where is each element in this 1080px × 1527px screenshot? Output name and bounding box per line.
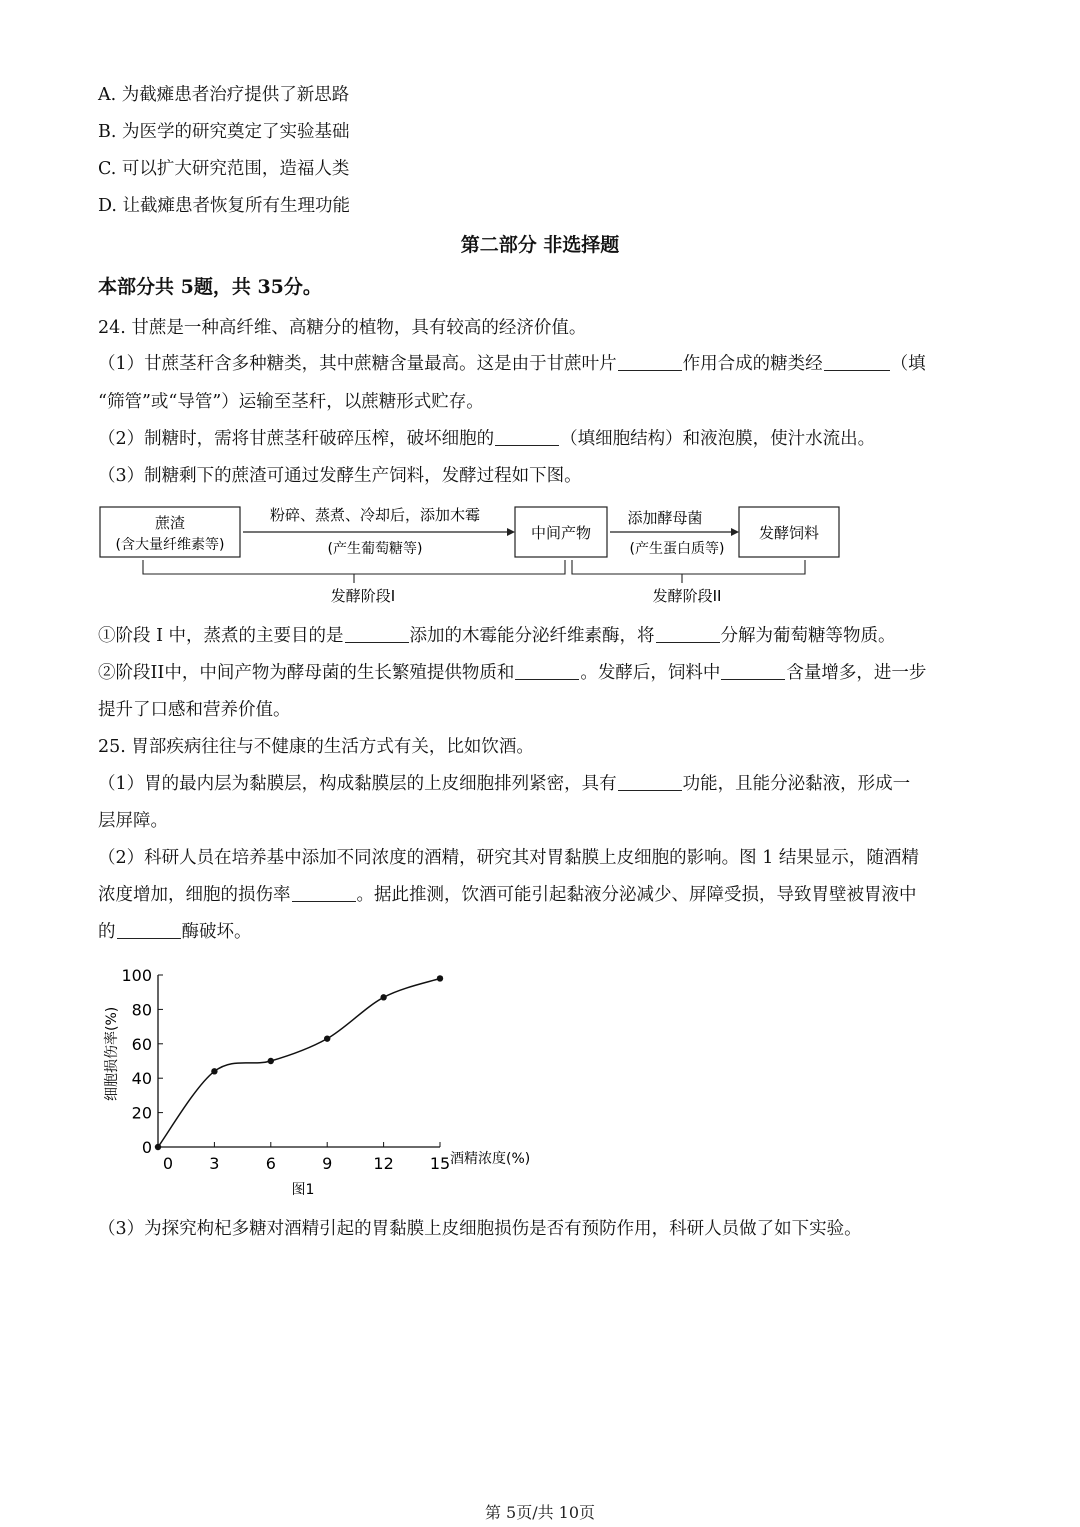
q25-p2-text-b: 浓度增加，细胞的损伤率 [98, 885, 291, 905]
arrow1-bottom: (产生葡萄糖等) [327, 541, 423, 557]
answer-blank[interactable] [292, 883, 356, 902]
chart-axes [158, 975, 440, 1147]
q25-part1-line2: 层屏障。 [98, 811, 168, 831]
q25-part1-line1 [98, 772, 910, 796]
q24-s1-text-a: ①阶段 I 中，蒸煮的主要目的是 [98, 626, 344, 646]
data-point [211, 1068, 217, 1074]
y-tick-label: 100 [121, 966, 152, 985]
q24-stem: 24. 甘蔗是一种高纤维、高糖分的植物，具有较高的经济价值。 [98, 318, 587, 338]
x-tick-label: 15 [429, 1154, 451, 1173]
q25-p1-text-a: （1）胃的最内层为黏膜层，构成黏膜层的上皮细胞排列紧密，具有 [98, 774, 617, 794]
arrow1-head [507, 528, 515, 536]
option-d: D. 让截瘫患者恢复所有生理功能 [98, 196, 351, 216]
q25-p1-text-b: 功能，且能分泌黏液，形成一 [682, 774, 911, 794]
chart-ticks [121, 966, 450, 1173]
arrow1-top: 粉碎、蒸煮、冷却后，添加木霉 [269, 506, 481, 524]
q25-part2-line2 [98, 883, 917, 907]
box3-label: 发酵饲料 [758, 524, 820, 542]
answer-blank[interactable] [495, 427, 559, 446]
damage-rate-chart [100, 960, 560, 1200]
y-tick-label: 20 [131, 1103, 152, 1123]
stage2-bracket [572, 560, 805, 574]
x-tick-label: 0 [162, 1154, 174, 1173]
q24-s2-text-b: 。发酵后，饲料中 [580, 663, 721, 683]
series-line [158, 978, 440, 1147]
q24-p1-text-c: （填 [890, 354, 926, 374]
q25-p2-text-c: 。据此推测，饮酒可能引起黏液分泌减少、屏障受损，导致胃壁被胃液中 [356, 885, 917, 905]
box2-label: 中间产物 [530, 524, 592, 542]
answer-blank[interactable] [824, 352, 890, 371]
section-title: 第二部分 非选择题 [460, 234, 620, 256]
fermentation-flow-diagram [95, 497, 855, 612]
q25-part3: （3）为探究枸杞多糖对酒精引起的胃黏膜上皮细胞损伤是否有预防作用，科研人员做了如下实验。 [98, 1219, 862, 1239]
q24-sub2-line2: 提升了口感和营养价值。 [98, 700, 291, 720]
data-point [437, 975, 443, 981]
box1-line2: (含大量纤维素等) [115, 537, 225, 553]
q24-p1-text-b: 作用合成的糖类经 [682, 354, 823, 374]
answer-blank[interactable] [618, 772, 682, 791]
data-point [324, 1035, 330, 1041]
q25-part2-line1: （2）科研人员在培养基中添加不同浓度的酒精，研究其对胃黏膜上皮细胞的影响。图 1 结果显示，随酒精 [98, 848, 919, 868]
answer-blank[interactable] [618, 352, 682, 371]
q24-part3: （3）制糖剩下的蔗渣可通过发酵生产饲料，发酵过程如下图。 [98, 466, 582, 486]
arrow2-bottom: (产生蛋白质等) [629, 541, 725, 557]
data-point [268, 1058, 274, 1064]
q24-s1-text-b: 添加的木霉能分泌纤维素酶，将 [409, 626, 655, 646]
stage1-bracket [143, 560, 565, 574]
y-tick-label: 80 [131, 1000, 152, 1020]
q24-p1-text-a: （1）甘蔗茎秆含多种糖类，其中蔗糖含量最高。这是由于甘蔗叶片 [98, 354, 617, 374]
y-tick-label: 40 [131, 1069, 152, 1089]
q24-part1-line2: “筛管”或“导管”）运输至茎秆，以蔗糖形式贮存。 [98, 392, 484, 412]
data-point [155, 1144, 161, 1150]
stage1-label: 发酵阶段I [330, 587, 396, 605]
q24-s2-text-c: 含量增多，进一步 [786, 663, 927, 683]
x-tick-label: 6 [265, 1154, 276, 1173]
answer-blank[interactable] [656, 624, 720, 643]
answer-blank[interactable] [117, 920, 181, 939]
q24-p2-text-a: （2）制糖时，需将甘蔗茎秆破碎压榨，破坏细胞的 [98, 429, 495, 449]
q25-p2-text-d: 的 [98, 922, 116, 942]
section-subtitle: 本部分共 5题，共 35分。 [98, 276, 322, 298]
stage2-label: 发酵阶段II [652, 587, 722, 605]
arrow2-head [731, 528, 739, 536]
arrow2-top: 添加酵母菌 [627, 509, 703, 527]
answer-blank[interactable] [515, 661, 579, 680]
q25-part2-line3 [98, 920, 252, 944]
chart-title: 图1 [291, 1182, 315, 1198]
option-a: A. 为截瘫患者治疗提供了新思路 [98, 85, 350, 105]
page-footer: 第 5页/共 10页 [484, 1503, 596, 1522]
box1-line1: 蔗渣 [154, 514, 186, 532]
data-point [380, 994, 386, 1000]
q24-sub1 [98, 624, 896, 648]
q24-p2-text-b: （填细胞结构）和液泡膜，使汁水流出。 [560, 429, 876, 449]
y-tick-label: 60 [131, 1034, 152, 1054]
q24-part2 [98, 427, 875, 451]
answer-blank[interactable] [345, 624, 409, 643]
q24-part1-line1 [98, 352, 926, 376]
q25-p2-text-e: 酶破坏。 [181, 922, 252, 942]
x-axis-label: 酒精浓度(%) [450, 1151, 531, 1167]
q24-s1-text-c: 分解为葡萄糖等物质。 [720, 626, 896, 646]
q24-s2-text-a: ②阶段II中，中间产物为酵母菌的生长繁殖提供物质和 [98, 663, 515, 683]
q24-sub2 [98, 661, 926, 685]
y-axis-label: 细胞损伤率(%) [104, 1006, 120, 1101]
x-tick-label: 3 [209, 1154, 220, 1173]
y-tick-label: 0 [141, 1138, 152, 1157]
q25-stem: 25. 胃部疾病往往与不健康的生活方式有关，比如饮酒。 [98, 737, 534, 757]
x-tick-label: 12 [373, 1154, 394, 1173]
x-tick-label: 9 [322, 1154, 333, 1173]
series-points [155, 975, 443, 1150]
option-c: C. 可以扩大研究范围，造福人类 [98, 159, 350, 179]
option-b: B. 为医学的研究奠定了实验基础 [98, 122, 350, 142]
answer-blank[interactable] [721, 661, 785, 680]
